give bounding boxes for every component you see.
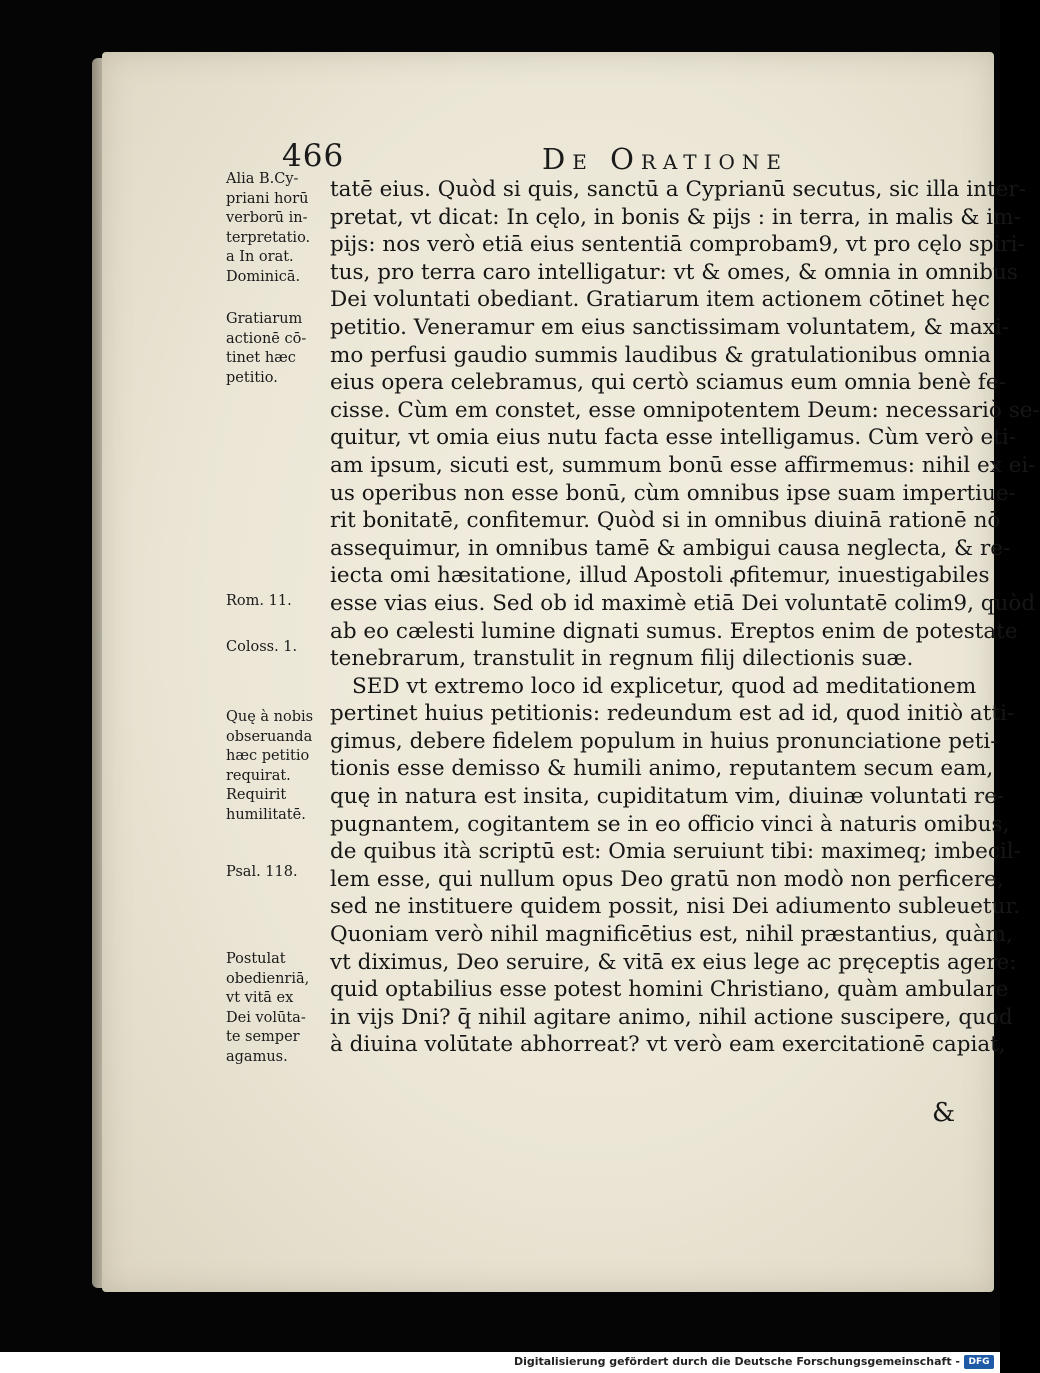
text-line: iecta omi hæsitatione, illud Apostoli ꝓfitemur, inuestigabiles (330, 563, 990, 589)
margin-note-line: Psal. 118. (226, 864, 298, 880)
text-line: vt diximus, Deo seruire, & vitā ex eius lege ac pręceptis agere: (330, 949, 1017, 975)
text-line: tionis esse demisso & humili animo, reputantem secum eam, (330, 756, 994, 782)
margin-note-line: Coloss. 1. (226, 639, 298, 655)
margin-note-line: Requirit (226, 787, 287, 803)
margin-note-line: Postulat (226, 951, 286, 967)
margin-note (226, 592, 330, 612)
page-header (0, 138, 1000, 178)
margin-note-line: humilitatē. (226, 806, 306, 823)
text-line: assequimur, in omnibus tamē & ambigui causa neglecta, & re- (330, 535, 1011, 561)
text-line: mo perfusi gaudio summis laudibus & gratulationibus omnia (330, 342, 991, 368)
text-line: pugnantem, cogitantem se in eo officio vinci à naturis omibus, (330, 811, 1010, 837)
margin-note-line: obedienriā, (226, 970, 310, 987)
margin-note-line: tinet hæc (226, 350, 296, 366)
margin-note-line: verborū in- (226, 210, 308, 226)
margin-note-line: vt vitā ex (226, 990, 294, 1006)
text-line: Quoniam verò nihil magnificētius est, nihil præstantius, quàm, (330, 922, 1013, 948)
margin-note-line: Quę à nobis (226, 709, 314, 725)
margin-note-line: hæc petitio (226, 748, 310, 764)
text-line: quę in natura est insita, cupiditatum vim, diuinæ voluntati re- (330, 784, 1005, 810)
page-number: 466 (282, 138, 345, 174)
margin-note-line: Gratiarum (226, 311, 303, 327)
margin-note-line: agamus. (226, 1048, 288, 1065)
text-line: am ipsum, sicuti est, summum bonū esse affirmemus: nihil ex ei- (330, 452, 1036, 478)
text-line: Dei voluntati obediant. Gratiarum item actionem cōtinet hęc (330, 287, 990, 313)
footer-credit: Digitalisierung gefördert durch die Deutsche Forschungsgemeinschaft - (513, 1355, 960, 1368)
margin-note (226, 310, 330, 388)
margin-note-line: Rom. 11. (226, 593, 292, 609)
margin-note-line: priani horū (226, 190, 309, 207)
footer-bar (0, 1352, 1000, 1373)
body-text (330, 176, 1040, 1059)
text-line: petitio. Veneramur em eius sanctissimam voluntatem, & maxi- (330, 314, 1009, 340)
margin-note-line: obseruanda (226, 728, 313, 745)
text-line: rit bonitatē, confitemur. Quòd si in omnibus diuinā rationē nō (330, 508, 1001, 534)
margin-note-line: a In orat. (226, 249, 294, 265)
text-line: tatē eius. Quòd si quis, sanctū a Cyprianū secutus, sic illa inter- (330, 177, 1026, 202)
margin-note-line: Dominicā. (226, 268, 301, 285)
margin-note-line: terpretatio. (226, 229, 311, 246)
dfg-logo: DFG (964, 1355, 994, 1369)
text-line: tenebrarum, transtulit in regnum filij dilectionis suæ. (330, 646, 914, 672)
running-head: De Oratione (542, 142, 788, 176)
text-line: pretat, vt dicat: In cęlo, in bonis & pijs : in terra, in malis & im- (330, 204, 1021, 230)
margin-note-line: Alia B.Cy- (226, 171, 299, 187)
margin-note-line: Dei volūta- (226, 1009, 306, 1026)
text-line: eius opera celebramus, qui certò sciamus eum omnia benè fe- (330, 370, 1006, 396)
text-line: ab eo cælesti lumine dignati sumus. Ereptos enim de potestate (330, 618, 1018, 644)
margin-note (226, 950, 330, 1067)
text-line: pijs: nos verò etiā eius sententiā comprobam9, vt pro cęlo spiri- (330, 232, 1025, 258)
margin-note (226, 708, 330, 825)
text-line: us operibus non esse bonū, cùm omnibus ipse suam impertiue- (330, 480, 1016, 506)
text-line: tus, pro terra caro intelligatur: vt & omes, & omnia in omnibus (330, 259, 1018, 285)
margin-note-line: actionē cō- (226, 330, 307, 347)
margin-note (226, 638, 330, 658)
text-line: quitur, vt omia eius nutu facta esse intelligamus. Cùm verò eti- (330, 425, 1017, 451)
text-line: cisse. Cùm em constet, esse omnipotentem Deum: necessariò se- (330, 397, 1040, 423)
margin-note-line: requirat. (226, 767, 291, 784)
catchword: & (932, 1098, 956, 1128)
text-line: quid optabilius esse potest homini Christiano, quàm ambulare (330, 977, 1009, 1003)
margin-note-line: te semper (226, 1029, 300, 1045)
text-line: à diuina volūtate abhorreat? vt verò eam exercitationē capiat, (330, 1032, 1006, 1058)
text-line: pertinet huius petitionis: redeundum est ad id, quod initiò atti- (330, 701, 1015, 727)
text-line: gimus, debere fidelem populum in huius pronunciatione peti- (330, 728, 998, 754)
text-line: esse vias eius. Sed ob id maximè etiā Dei voluntatē colim9, quòd (330, 590, 1036, 616)
text-line: lem esse, qui nullum opus Deo gratū non modò non perficere, (330, 866, 1004, 892)
margin-note-line: petitio. (226, 369, 278, 386)
text-line: sed ne instituere quidem possit, nisi Dei adiumento subleuetur. (330, 894, 1021, 920)
margin-note (226, 170, 330, 287)
text-line: in vijs Dni? q̄ nihil agitare animo, nihil actione suscipere, quod (330, 1004, 1013, 1030)
text-line: de quibus ità scriptū est: Omia seruiunt tibi: maximeq; imbecil- (330, 839, 1021, 865)
text-line: SED vt extremo loco id explicetur, quod ad meditationem (352, 673, 977, 699)
margin-note (226, 863, 330, 883)
